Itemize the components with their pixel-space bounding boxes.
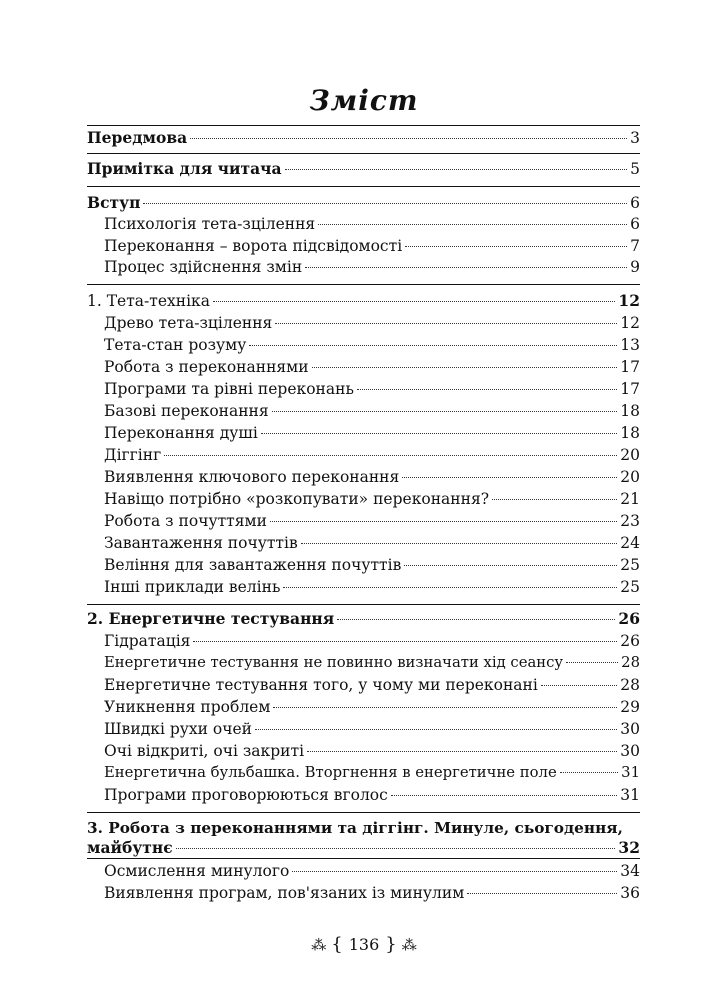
leader-dots <box>357 389 617 390</box>
toc-entry-page: 36 <box>620 884 640 902</box>
divider <box>87 153 640 154</box>
toc-entry-title: Програми та рівні переконань <box>104 380 354 398</box>
toc-entry-page: 9 <box>630 258 640 276</box>
toc-subentry[interactable] <box>104 763 640 783</box>
leader-dots <box>176 848 616 849</box>
toc-entry-page: 23 <box>620 512 640 530</box>
leader-dots <box>283 587 617 588</box>
toc-subentry[interactable] <box>104 379 640 399</box>
toc-entry-page: 17 <box>620 380 640 398</box>
toc-entry-page: 12 <box>618 291 640 310</box>
toc-entry-title: Виявлення програм, пов'язаних із минулим <box>104 884 465 902</box>
toc-entry-title: Психологія тета-зцілення <box>104 215 316 233</box>
toc-entry-page: 31 <box>620 786 640 804</box>
page-number: 136 <box>348 935 380 954</box>
toc-entry-title: Базові переконання <box>104 402 269 420</box>
toc-entry-title: Процес здійснення змін <box>104 258 303 276</box>
toc-subentry[interactable] <box>104 631 640 651</box>
divider <box>87 186 640 187</box>
toc-entry-page: 6 <box>630 194 640 212</box>
leader-dots <box>143 203 627 204</box>
leader-dots <box>305 267 627 268</box>
toc-entry-title: Енергетичне тестування того, у чому ми переконані <box>104 676 538 694</box>
divider <box>87 858 640 859</box>
brace-left: { <box>331 934 343 955</box>
toc-entry-title: Осмислення минулого <box>104 862 290 880</box>
leader-dots <box>292 871 617 872</box>
toc-subentry[interactable] <box>104 445 640 465</box>
toc-subentry[interactable] <box>104 861 640 881</box>
toc-subentry[interactable] <box>104 675 640 695</box>
toc-subentry[interactable] <box>104 214 640 234</box>
toc-entry-title: Очі відкриті, очі закриті <box>104 742 305 760</box>
leader-dots <box>261 433 617 434</box>
toc-entry-title: Діггінг <box>104 446 162 464</box>
toc-entry-title: Гідратація <box>104 632 191 650</box>
toc-entry-title: Переконання душі <box>104 424 258 442</box>
leader-dots <box>402 477 617 478</box>
toc-entry-title: Тета-стан розуму <box>104 336 247 354</box>
divider <box>87 125 640 126</box>
toc-entry-multiline[interactable] <box>87 818 640 858</box>
toc-entry[interactable] <box>87 609 640 629</box>
toc-entry-page: 20 <box>620 468 640 486</box>
toc-entry-page: 21 <box>620 490 640 508</box>
toc-entry-title: Завантаження почуттів <box>104 534 298 552</box>
toc-entry-title: Інші приклади велінь <box>104 578 281 596</box>
toc-subentry[interactable] <box>104 785 640 805</box>
leader-dots <box>255 729 617 730</box>
toc-entry-title: Енергетичне тестування не повинно визначати хід сеансу <box>104 654 564 671</box>
ornament-left-icon: ⁂ <box>311 935 327 954</box>
toc-entry-title: Передмова <box>87 128 188 147</box>
leader-dots <box>312 367 618 368</box>
leader-dots <box>285 169 628 170</box>
toc-entry-page: 18 <box>620 424 640 442</box>
leader-dots <box>337 619 615 620</box>
toc-entry-title: Веління для завантаження почуттів <box>104 556 402 574</box>
toc-entry-title: Енергетична бульбашка. Вторгнення в енергетичне поле <box>104 764 557 781</box>
toc-subentry[interactable] <box>104 653 640 673</box>
toc-entry-page: 25 <box>620 556 640 574</box>
toc-entry-page: 28 <box>621 654 640 671</box>
leader-dots <box>193 641 617 642</box>
toc-entry-title: Уникнення проблем <box>104 698 271 716</box>
toc-entry-title-line1: 3. Робота з переконаннями та діггінг. Минуле, сьогодення, <box>87 819 623 837</box>
toc-subentry[interactable] <box>104 401 640 421</box>
leader-dots <box>307 751 617 752</box>
toc-entry-page: 18 <box>620 402 640 420</box>
toc-entry-page: 24 <box>620 534 640 552</box>
toc-entry-title: Робота з переконаннями <box>104 358 309 376</box>
toc-subentry[interactable] <box>104 719 640 739</box>
toc-entry-title: Древо тета-зцілення <box>104 314 273 332</box>
leader-dots <box>560 772 618 773</box>
toc-entry-title: Вступ <box>87 193 141 212</box>
toc-entry-page: 12 <box>620 314 640 332</box>
leader-dots <box>272 411 618 412</box>
toc-entry-title: 2. Енергетичне тестування <box>87 609 335 628</box>
leader-dots <box>301 543 618 544</box>
toc-entry-page: 30 <box>620 720 640 738</box>
toc-entry-page: 7 <box>630 237 640 255</box>
leader-dots <box>391 795 617 796</box>
leader-dots <box>405 246 627 247</box>
leader-dots <box>541 685 617 686</box>
leader-dots <box>190 138 627 139</box>
leader-dots <box>318 224 627 225</box>
leader-dots <box>273 707 617 708</box>
page-footer <box>0 934 728 955</box>
toc-entry-title: Програми проговорюються вголос <box>104 786 388 804</box>
toc-subentry[interactable] <box>104 313 640 333</box>
toc-entry-title-line2: майбутнє <box>87 838 173 857</box>
leader-dots <box>249 345 617 346</box>
toc-entry-title: 1. Тета-техніка <box>87 292 210 310</box>
toc-entry-page: 28 <box>620 676 640 694</box>
toc-subentry[interactable] <box>104 335 640 355</box>
toc-entry[interactable] <box>87 128 640 148</box>
toc-entry-page: 6 <box>630 215 640 233</box>
toc-subentry[interactable] <box>104 467 640 487</box>
toc-entry-page: 26 <box>618 609 640 628</box>
toc-entry-page: 31 <box>621 764 640 781</box>
divider <box>87 604 640 605</box>
toc-entry-line2 <box>87 838 640 858</box>
toc-entry[interactable] <box>87 159 640 179</box>
toc-entry[interactable] <box>87 291 640 311</box>
divider <box>87 812 640 813</box>
leader-dots <box>270 521 617 522</box>
toc-entry-page: 17 <box>620 358 640 376</box>
toc-subentry[interactable] <box>104 236 640 256</box>
toc-entry-page: 32 <box>618 838 640 857</box>
toc-entry-page: 29 <box>620 698 640 716</box>
toc-entry-title: Робота з почуттями <box>104 512 267 530</box>
leader-dots <box>492 499 617 500</box>
toc-subentry[interactable] <box>104 741 640 761</box>
toc-subentry[interactable] <box>104 357 640 377</box>
toc-subentry[interactable] <box>104 511 640 531</box>
toc-entry-title: Переконання – ворота підсвідомості <box>104 237 403 255</box>
toc-subentry[interactable] <box>104 489 640 509</box>
toc-entry-page: 30 <box>620 742 640 760</box>
toc-entry-page: 25 <box>620 578 640 596</box>
toc-entry-page: 26 <box>620 632 640 650</box>
leader-dots <box>275 323 617 324</box>
leader-dots <box>213 301 615 302</box>
leader-dots <box>467 893 617 894</box>
toc-entry-title: Швидкі рухи очей <box>104 720 252 738</box>
toc-subentry[interactable] <box>104 697 640 717</box>
toc-entry-title: Навіщо потрібно «розкопувати» переконання? <box>104 490 490 508</box>
leader-dots <box>164 455 617 456</box>
toc-subentry[interactable] <box>104 555 640 575</box>
toc-entry-page: 34 <box>620 862 640 880</box>
toc-subentry[interactable] <box>104 257 640 277</box>
ornament-right-icon: ⁂ <box>401 935 417 954</box>
toc-entry-page: 13 <box>620 336 640 354</box>
page-title: Зміст <box>309 84 419 117</box>
leader-dots <box>566 662 618 663</box>
toc-subentry[interactable] <box>104 423 640 443</box>
brace-right: } <box>385 934 397 955</box>
toc-entry-page: 5 <box>630 160 640 178</box>
toc-subentry[interactable] <box>104 533 640 553</box>
toc-entry-page: 3 <box>630 129 640 147</box>
toc-subentry[interactable] <box>104 883 640 903</box>
toc-entry-title: Виявлення ключового переконання <box>104 468 400 486</box>
toc-entry-page: 20 <box>620 446 640 464</box>
toc-entry-title: Примітка для читача <box>87 159 282 178</box>
leader-dots <box>404 565 617 566</box>
divider <box>87 284 640 285</box>
toc-subentry[interactable] <box>104 577 640 597</box>
toc-entry[interactable] <box>87 193 640 213</box>
